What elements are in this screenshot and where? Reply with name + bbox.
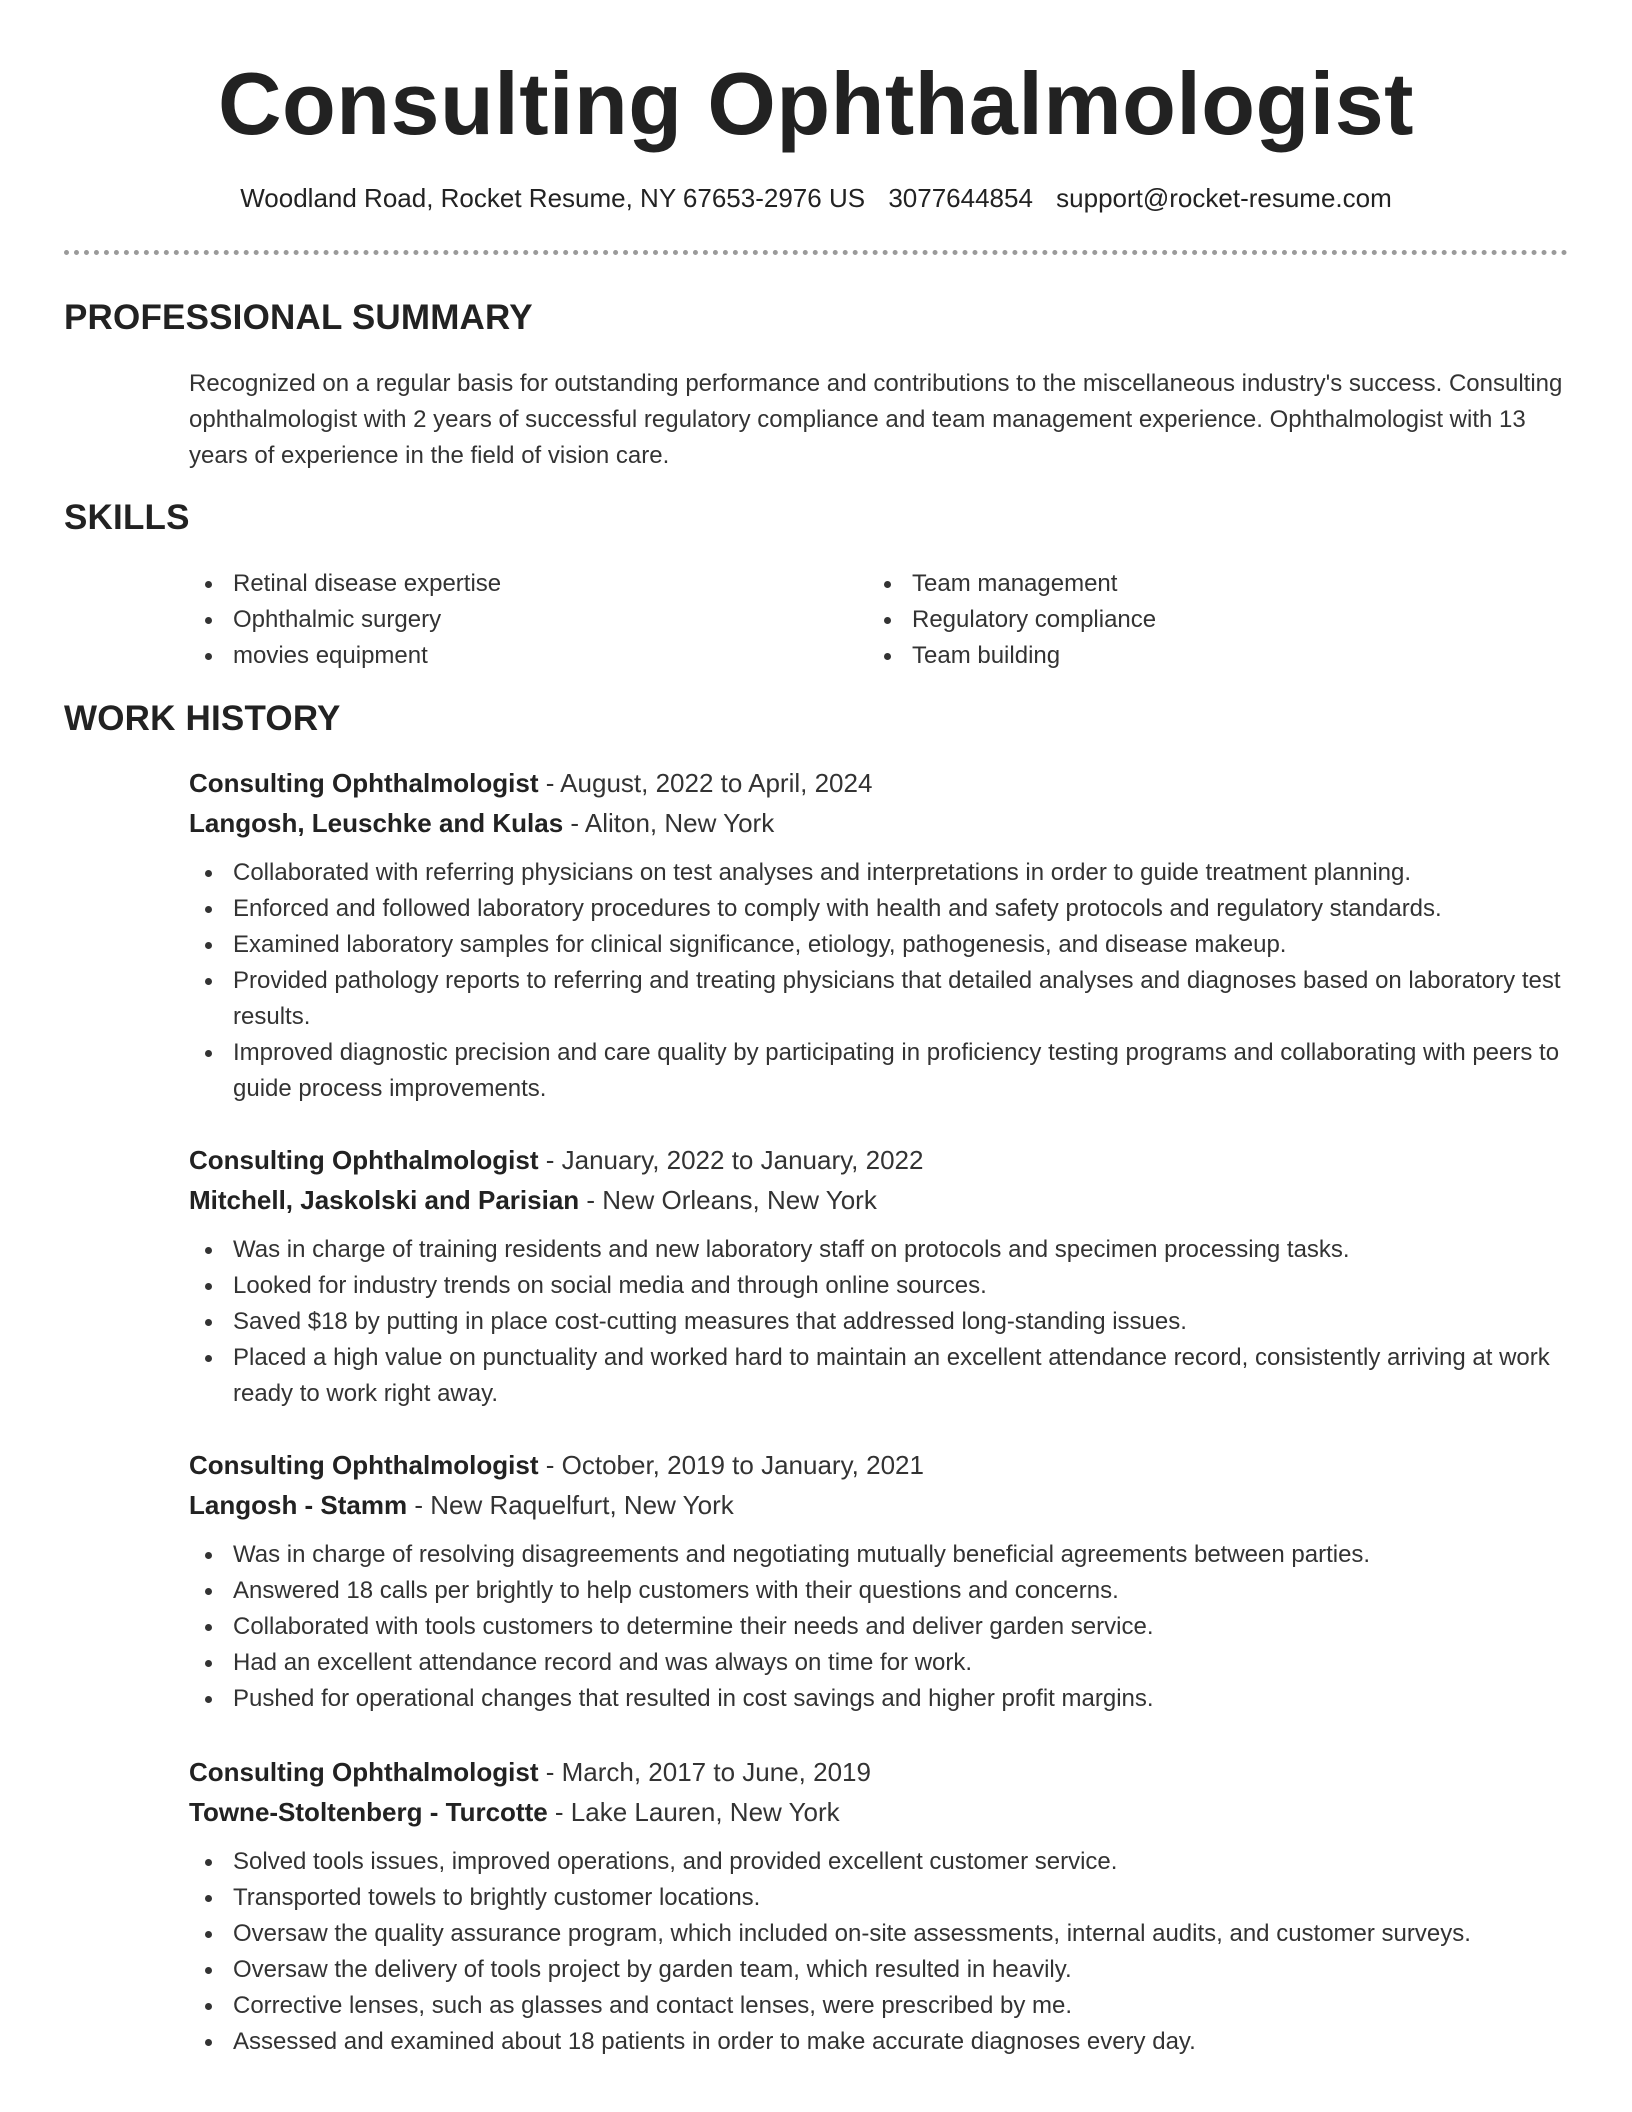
job-dates: - August, 2022 to April, 2024: [538, 768, 873, 798]
job-dates: - October, 2019 to January, 2021: [538, 1450, 924, 1480]
job-entry: [189, 1752, 1569, 2060]
job-dates: - March, 2017 to June, 2019: [538, 1757, 871, 1787]
job-bullet: Collaborated with tools customers to determine their needs and deliver garden service.: [189, 1609, 1569, 1645]
job-bullet: Placed a high value on punctuality and worked hard to maintain an excellent attendance record, consistently arriving at work ready to work right away.: [189, 1340, 1569, 1412]
job-bullet: Pushed for operational changes that resulted in cost savings and higher profit margins.: [189, 1681, 1569, 1717]
job-entry: [189, 1140, 1569, 1412]
job-company: Towne-Stoltenberg - Turcotte: [189, 1797, 548, 1827]
job-bullet: Looked for industry trends on social media and through online sources.: [189, 1268, 1569, 1304]
skills-list-left: [189, 566, 809, 674]
summary-text: Recognized on a regular basis for outstanding performance and contributions to the miscellaneous industry's success. Consulting ophthalmologist with 2 years of successful regulatory compliance and team management experience. Ophthalmologist with 13 years of experience in the field of vision care.: [189, 370, 1563, 469]
job-bullet: Collaborated with referring physicians on test analyses and interpretations in order to guide treatment planning.: [189, 855, 1569, 891]
job-bullet: Assessed and examined about 18 patients in order to make accurate diagnoses every day.: [189, 2024, 1569, 2060]
job-title-line: [189, 1752, 1569, 1792]
contact-phone: 3077644854: [888, 183, 1033, 213]
contact-email: support@rocket-resume.com: [1056, 183, 1392, 213]
skill-item: movies equipment: [189, 638, 809, 674]
job-title-line: [189, 1445, 1569, 1485]
header-divider: [64, 250, 1568, 255]
job-bullets: [189, 1537, 1569, 1717]
job-title-line: [189, 763, 1569, 803]
skill-item: Regulatory compliance: [868, 602, 1488, 638]
job-company-line: [189, 1485, 1569, 1525]
job-bullet: Oversaw the delivery of tools project by garden team, which resulted in heavily.: [189, 1952, 1569, 1988]
job-bullet: Was in charge of resolving disagreements and negotiating mutually beneficial agreements between parties.: [189, 1537, 1569, 1573]
summary-heading: PROFESSIONAL SUMMARY: [64, 298, 533, 337]
job-title: Consulting Ophthalmologist: [189, 768, 539, 798]
job-bullet: Solved tools issues, improved operations, and provided excellent customer service.: [189, 1844, 1569, 1880]
job-bullet: Corrective lenses, such as glasses and contact lenses, were prescribed by me.: [189, 1988, 1569, 2024]
job-title: Consulting Ophthalmologist: [189, 1450, 539, 1480]
skill-item: Ophthalmic surgery: [189, 602, 809, 638]
skills-heading: SKILLS: [64, 498, 190, 537]
job-company-line: [189, 803, 1569, 843]
job-location: - Aliton, New York: [563, 808, 775, 838]
job-company: Langosh, Leuschke and Kulas: [189, 808, 564, 838]
skill-item: Team management: [868, 566, 1488, 602]
job-company-line: [189, 1180, 1569, 1220]
page-title: Consulting Ophthalmologist: [218, 54, 1414, 153]
job-company: Langosh - Stamm: [189, 1490, 408, 1520]
job-bullet: Enforced and followed laboratory procedures to comply with health and safety protocols and regulatory standards.: [189, 891, 1569, 927]
job-bullets: [189, 855, 1569, 1107]
job-location: - Lake Lauren, New York: [547, 1797, 840, 1827]
job-title-line: [189, 1140, 1569, 1180]
job-bullet: Transported towels to brightly customer locations.: [189, 1880, 1569, 1916]
contact-address: Woodland Road, Rocket Resume, NY 67653-2976 US: [240, 183, 866, 213]
job-bullets: [189, 1232, 1569, 1412]
job-company-line: [189, 1792, 1569, 1832]
job-dates: - January, 2022 to January, 2022: [538, 1145, 924, 1175]
skills-list-right: [868, 566, 1488, 674]
job-bullet: Had an excellent attendance record and was always on time for work.: [189, 1645, 1569, 1681]
job-bullet: Oversaw the quality assurance program, which included on-site assessments, internal audits, and customer surveys.: [189, 1916, 1569, 1952]
job-bullet: Answered 18 calls per brightly to help customers with their questions and concerns.: [189, 1573, 1569, 1609]
job-location: - New Raquelfurt, New York: [407, 1490, 734, 1520]
job-entry: [189, 1445, 1569, 1717]
job-title: Consulting Ophthalmologist: [189, 1757, 539, 1787]
job-company: Mitchell, Jaskolski and Parisian: [189, 1185, 580, 1215]
job-bullet: Examined laboratory samples for clinical significance, etiology, pathogenesis, and disease makeup.: [189, 927, 1569, 963]
job-entry: [189, 763, 1569, 1107]
job-bullet: Provided pathology reports to referring and treating physicians that detailed analyses and diagnoses based on laboratory test results.: [189, 963, 1569, 1035]
contact-line: [0, 180, 1632, 216]
skill-item: Retinal disease expertise: [189, 566, 809, 602]
job-title: Consulting Ophthalmologist: [189, 1145, 539, 1175]
job-bullets: [189, 1844, 1569, 2060]
skill-item: Team building: [868, 638, 1488, 674]
job-bullet: Was in charge of training residents and new laboratory staff on protocols and specimen processing tasks.: [189, 1232, 1569, 1268]
job-bullet: Improved diagnostic precision and care quality by participating in proficiency testing programs and collaborating with peers to guide process improvements.: [189, 1035, 1569, 1107]
job-location: - New Orleans, New York: [579, 1185, 877, 1215]
work-history-heading: WORK HISTORY: [64, 699, 341, 738]
job-bullet: Saved $18 by putting in place cost-cutting measures that addressed long-standing issues.: [189, 1304, 1569, 1340]
